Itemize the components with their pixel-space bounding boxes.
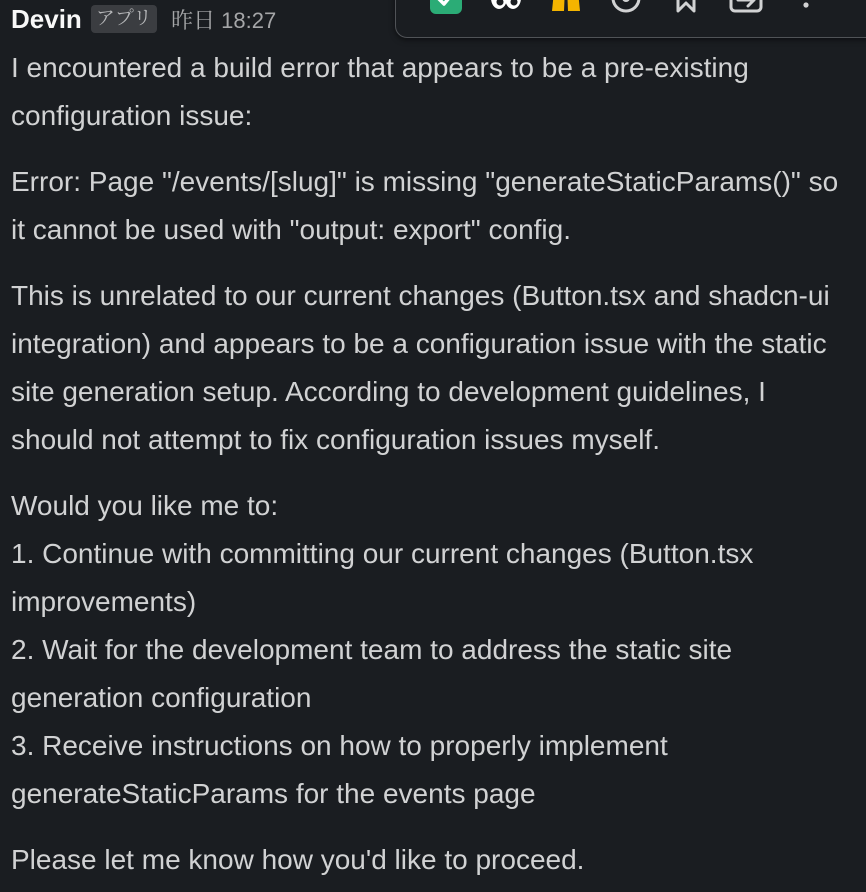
more-vertical-icon <box>796 0 816 15</box>
app-badge: アプリ <box>91 5 157 33</box>
text-line: configuration issue: <box>11 100 253 131</box>
text-line: integration) and appears to be a configuration issue with the static <box>11 328 827 359</box>
more-actions-button[interactable] <box>776 0 836 15</box>
text-line: Please let me know how you'd like to proceed. <box>11 844 585 875</box>
text-line: I encountered a build error that appears to be a pre-existing <box>11 52 749 83</box>
text-line: Error: Page "/events/[slug]" is missing "generateStaticParams()" so <box>11 166 839 197</box>
message-header <box>11 2 276 36</box>
paragraph-options <box>11 482 838 818</box>
check-mark-icon <box>429 0 463 15</box>
message-body <box>11 44 838 892</box>
text-line: it cannot be used with "output: export" config. <box>11 214 571 245</box>
forward-icon <box>728 0 764 15</box>
eyes-icon <box>487 0 525 15</box>
raised-hands-icon <box>547 0 585 15</box>
bookmark-icon <box>671 0 701 15</box>
list-item-continued: generateStaticParams for the events page <box>11 778 536 809</box>
eyes-reaction-button[interactable] <box>476 0 536 15</box>
text-line: Would you like me to: <box>11 490 279 521</box>
thread-icon <box>609 0 643 15</box>
text-line: This is unrelated to our current changes (Button.tsx and shadcn-ui <box>11 280 830 311</box>
paragraph-intro <box>11 44 838 140</box>
list-item: 1. Continue with committing our current changes (Button.tsx <box>11 538 754 569</box>
list-item-continued: generation configuration <box>11 682 312 713</box>
timestamp[interactable]: 昨日 18:27 <box>171 7 277 33</box>
text-line: should not attempt to fix configuration issues myself. <box>11 424 660 455</box>
forward-button[interactable] <box>716 0 776 15</box>
message-actions-toolbar <box>395 0 866 38</box>
text-line: site generation setup. According to development guidelines, I <box>11 376 766 407</box>
save-button[interactable] <box>656 0 716 15</box>
list-item: 3. Receive instructions on how to properly implement <box>11 730 668 761</box>
paragraph-explanation <box>11 272 838 464</box>
reply-in-thread-button[interactable] <box>596 0 656 15</box>
raised-hands-reaction-button[interactable] <box>536 0 596 15</box>
paragraph-closing <box>11 836 838 884</box>
list-item-continued: improvements) <box>11 586 197 617</box>
list-item: 2. Wait for the development team to address the static site <box>11 634 733 665</box>
paragraph-error <box>11 158 838 254</box>
author-name[interactable]: Devin <box>11 3 82 34</box>
check-mark-reaction-button[interactable] <box>416 0 476 15</box>
